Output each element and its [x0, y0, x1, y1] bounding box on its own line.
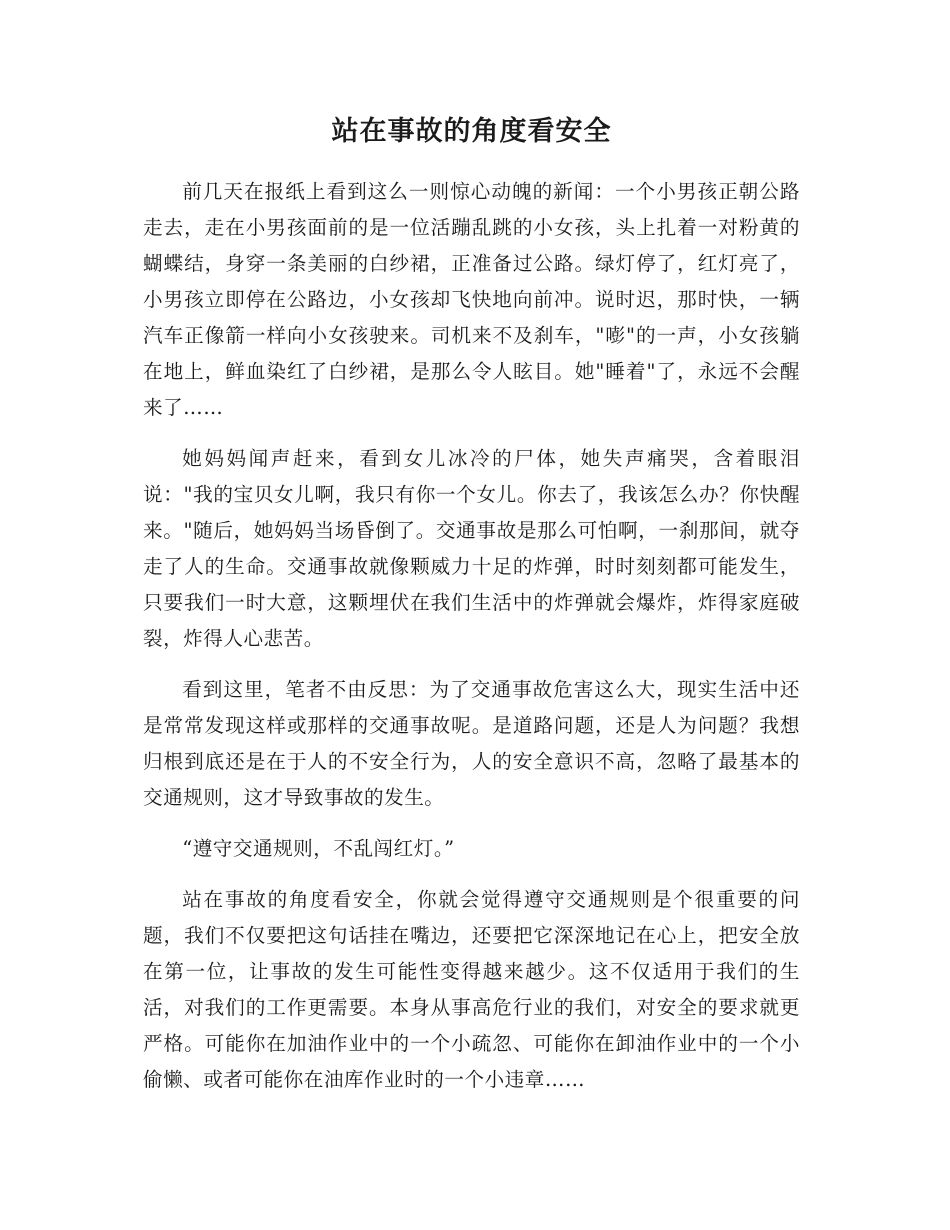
paragraph-mother-reaction: 她妈妈闻声赶来，看到女儿冰冷的尸体，她失声痛哭，含着眼泪说："我的宝贝女儿啊，我只有你一个女儿。你去了，我该怎么办？你快醒来。"随后，她妈妈当场昏倒了。交通事故是那么可怕啊，一刹那间，就夺走了人的生命。交通事故就像颗威力十足的炸弹，时时刻刻都可能发生，只要我们一时大意，这颗埋伏在我们生活中的炸弹就会爆炸，炸得家庭破裂，炸得人心悲苦。: [143, 447, 800, 650]
document-title: 站在事故的角度看安全: [331, 116, 612, 147]
paragraph-author-reflection: 看到这里，笔者不由反思：为了交通事故危害这么大，现实生活中还是常常发现这样或那样的交通事故呢。是道路问题，还是人为问题？我想归根到底还是在于人的不安全行为，人的安全意识不高，忽略了最基本的交通规则，这才导致事故的发生。: [143, 678, 800, 809]
paragraph-news-story: 前几天在报纸上看到这么一则惊心动魄的新闻：一个小男孩正朝公路走去，走在小男孩面前的是一位活蹦乱跳的小女孩，头上扎着一对粉黄的蝴蝶结，身穿一条美丽的白纱裙，正准备过公路。绿灯停了，红灯亮了，小男孩立即停在公路边，小女孩却飞快地向前冲。说时迟，那时快，一辆汽车正像箭一样向小女孩驶来。司机来不及刹车，"嘭"的一声，小女孩躺在地上，鲜血染红了白纱裙，是那么令人眩目。她"睡着"了，永远不会醒来了……: [143, 180, 800, 419]
paragraph-safety-conclusion: 站在事故的角度看安全，你就会觉得遵守交通规则是个很重要的问题，我们不仅要把这句话挂在嘴边，还要把它深深地记在心上，把安全放在第一位，让事故的发生可能性变得越来越少。这不仅适用于我们的生活，对我们的工作更需要。本身从事高危行业的我们，对安全的要求就更严格。可能你在加油作业中的一个小疏忽、可能你在卸油作业中的一个小偷懒、或者可能你在油库作业时的一个小违章……: [143, 888, 800, 1091]
paragraph-slogan-quote: “遵守交通规则，不乱闯红灯。”: [182, 837, 455, 860]
